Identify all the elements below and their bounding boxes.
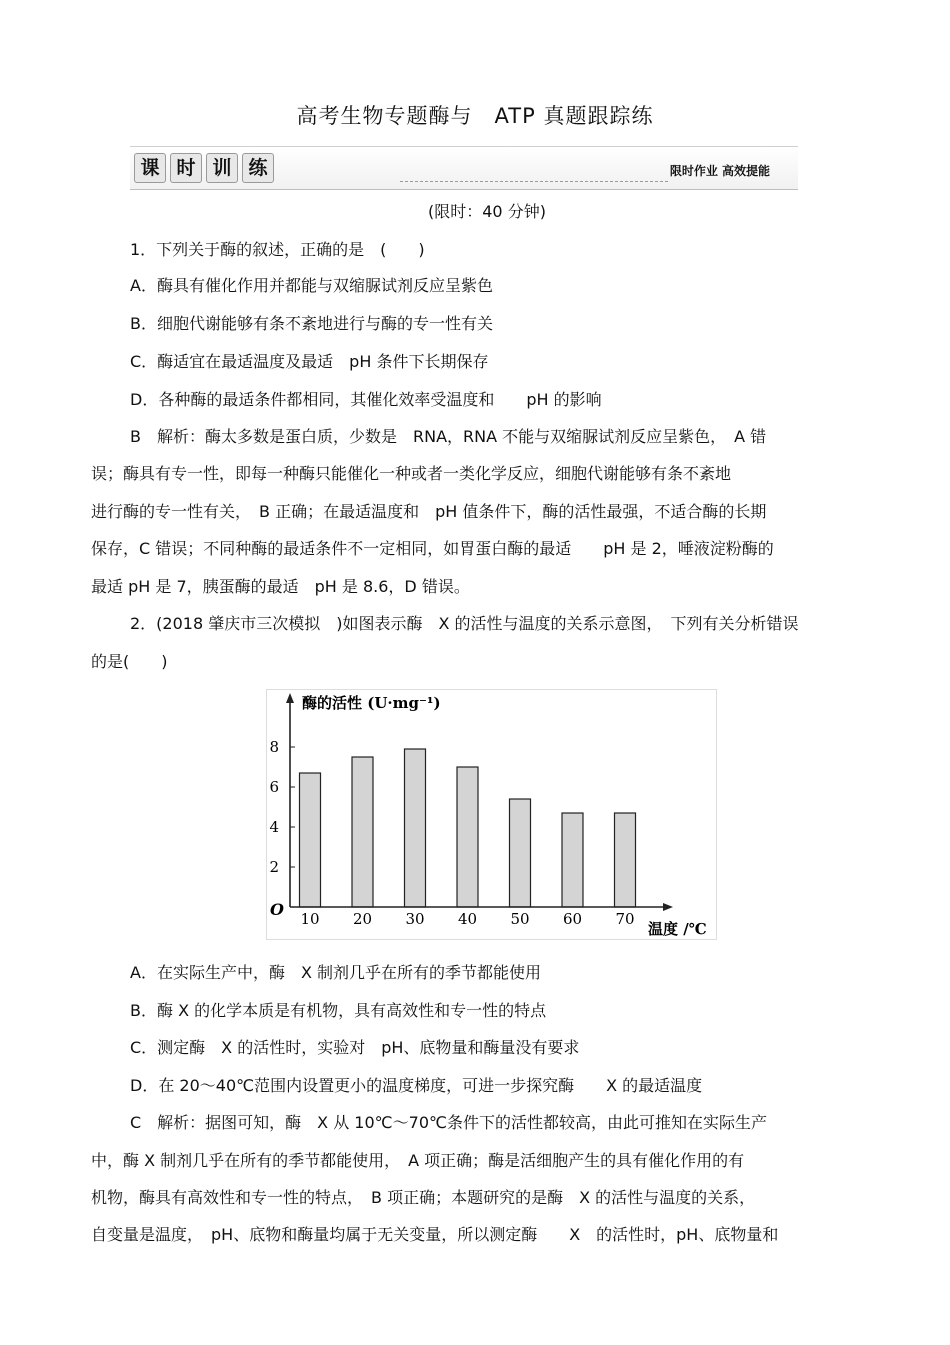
y-axis-label: 酶的活性 (U·mg⁻¹) — [302, 694, 441, 712]
q2-stem-line: 的是( ) — [91, 652, 168, 671]
y-tick-label: 8 — [269, 738, 279, 756]
x-tick-label: 50 — [510, 910, 530, 928]
banner-char: 时 — [170, 153, 202, 183]
bar-20 — [352, 757, 373, 907]
banner-divider — [400, 181, 668, 182]
q2-answer-line: C 解析：据图可知，酶 X 从 10℃～70℃条件下的活性都较高，由此可推知在实际生产 — [130, 1113, 767, 1132]
y-tick-label: 2 — [269, 858, 279, 876]
q1-option-d: D．各种酶的最适条件都相同，其催化效率受温度和 pH 的影响 — [130, 390, 602, 409]
q1-answer-line: 最适 pH 是 7，胰蛋酶的最适 pH 是 8.6，D 错误。 — [91, 577, 470, 596]
x-tick-label: 20 — [352, 910, 373, 928]
q1-option-b: B．细胞代谢能够有条不紊地进行与酶的专一性有关 — [130, 314, 493, 333]
bar-40 — [457, 767, 478, 907]
q1-option-c: C．酶适宜在最适温度及最适 pH 条件下长期保存 — [130, 352, 489, 371]
banner-char: 课 — [134, 153, 166, 183]
bar-30 — [405, 749, 426, 907]
x-tick-label: 60 — [562, 910, 583, 928]
enzyme-activity-chart — [266, 689, 717, 940]
q1-answer-line: 保存，C 错误；不同种酶的最适条件不一定相同，如胃蛋白酶的最适 pH 是 2，唾液淀粉酶的 — [91, 539, 774, 558]
q2-option-a: A．在实际生产中，酶 X 制剂几乎在所有的季节都能使用 — [130, 963, 541, 982]
time-limit: (限时：40 分钟) — [428, 202, 546, 221]
q1-option-a: A．酶具有催化作用并都能与双缩脲试剂反应呈紫色 — [130, 276, 493, 295]
q2-stem-line: 2．(2018 肇庆市三次模拟 )如图表示酶 X 的活性与温度的关系示意图， 下列有关分析错误 — [130, 614, 799, 633]
x-tick-label: 70 — [615, 910, 635, 928]
q1-stem: 1．下列关于酶的叙述，正确的是 ( ) — [130, 240, 425, 259]
q1-answer-line: 进行酶的专一性有关， B 正确；在最适温度和 pH 值条件下，酶的活性最强，不适合酶的长期 — [91, 502, 767, 521]
banner-subtitle: 限时作业 高效提能 — [669, 164, 770, 178]
q1-answer-line: 误；酶具有专一性，即每一种酶只能催化一种或者一类化学反应，细胞代谢能够有条不紊地 — [91, 464, 732, 483]
x-tick-label: 10 — [300, 910, 320, 928]
x-tick-label: 30 — [405, 910, 425, 928]
x-tick-label: 40 — [457, 910, 478, 928]
q2-option-c: C．测定酶 X 的活性时，实验对 pH、底物量和酶量没有要求 — [130, 1038, 580, 1057]
origin-label: O — [270, 900, 284, 919]
q2-option-b: B．酶 X 的化学本质是有机物，具有高效性和专一性的特点 — [130, 1001, 547, 1020]
y-tick-label: 4 — [269, 818, 279, 836]
chart-frame — [267, 690, 717, 940]
q2-answer-line: 机物，酶具有高效性和专一性的特点， B 项正确；本题研究的是酶 X 的活性与温度的关系， — [91, 1188, 756, 1207]
bar-70 — [615, 813, 636, 907]
page-title: 高考生物专题酶与 ATP 真题跟踪练 — [296, 104, 654, 128]
section-banner — [130, 146, 798, 190]
banner-char: 练 — [242, 153, 274, 183]
banner-label — [134, 153, 274, 183]
q2-answer-line: 中，酶 X 制剂几乎在所有的季节都能使用， A 项正确；酶是活细胞产生的具有催化作用的有 — [91, 1151, 745, 1170]
q1-answer-line: B 解析：酶太多数是蛋白质，少数是 RNA，RNA 不能与双缩脲试剂反应呈紫色， A 错 — [130, 427, 767, 446]
bar-50 — [510, 799, 531, 907]
bar-10 — [300, 773, 321, 907]
x-axis-label: 温度 /℃ — [648, 920, 707, 938]
banner-char: 训 — [206, 153, 238, 183]
y-tick-label: 6 — [269, 778, 279, 796]
q2-option-d: D．在 20～40℃范围内设置更小的温度梯度，可进一步探究酶 X 的最适温度 — [130, 1076, 703, 1095]
q2-answer-line: 自变量是温度， pH、底物和酶量均属于无关变量，所以测定酶 X 的活性时，pH、底物量和 — [91, 1225, 779, 1244]
bar-60 — [562, 813, 583, 907]
